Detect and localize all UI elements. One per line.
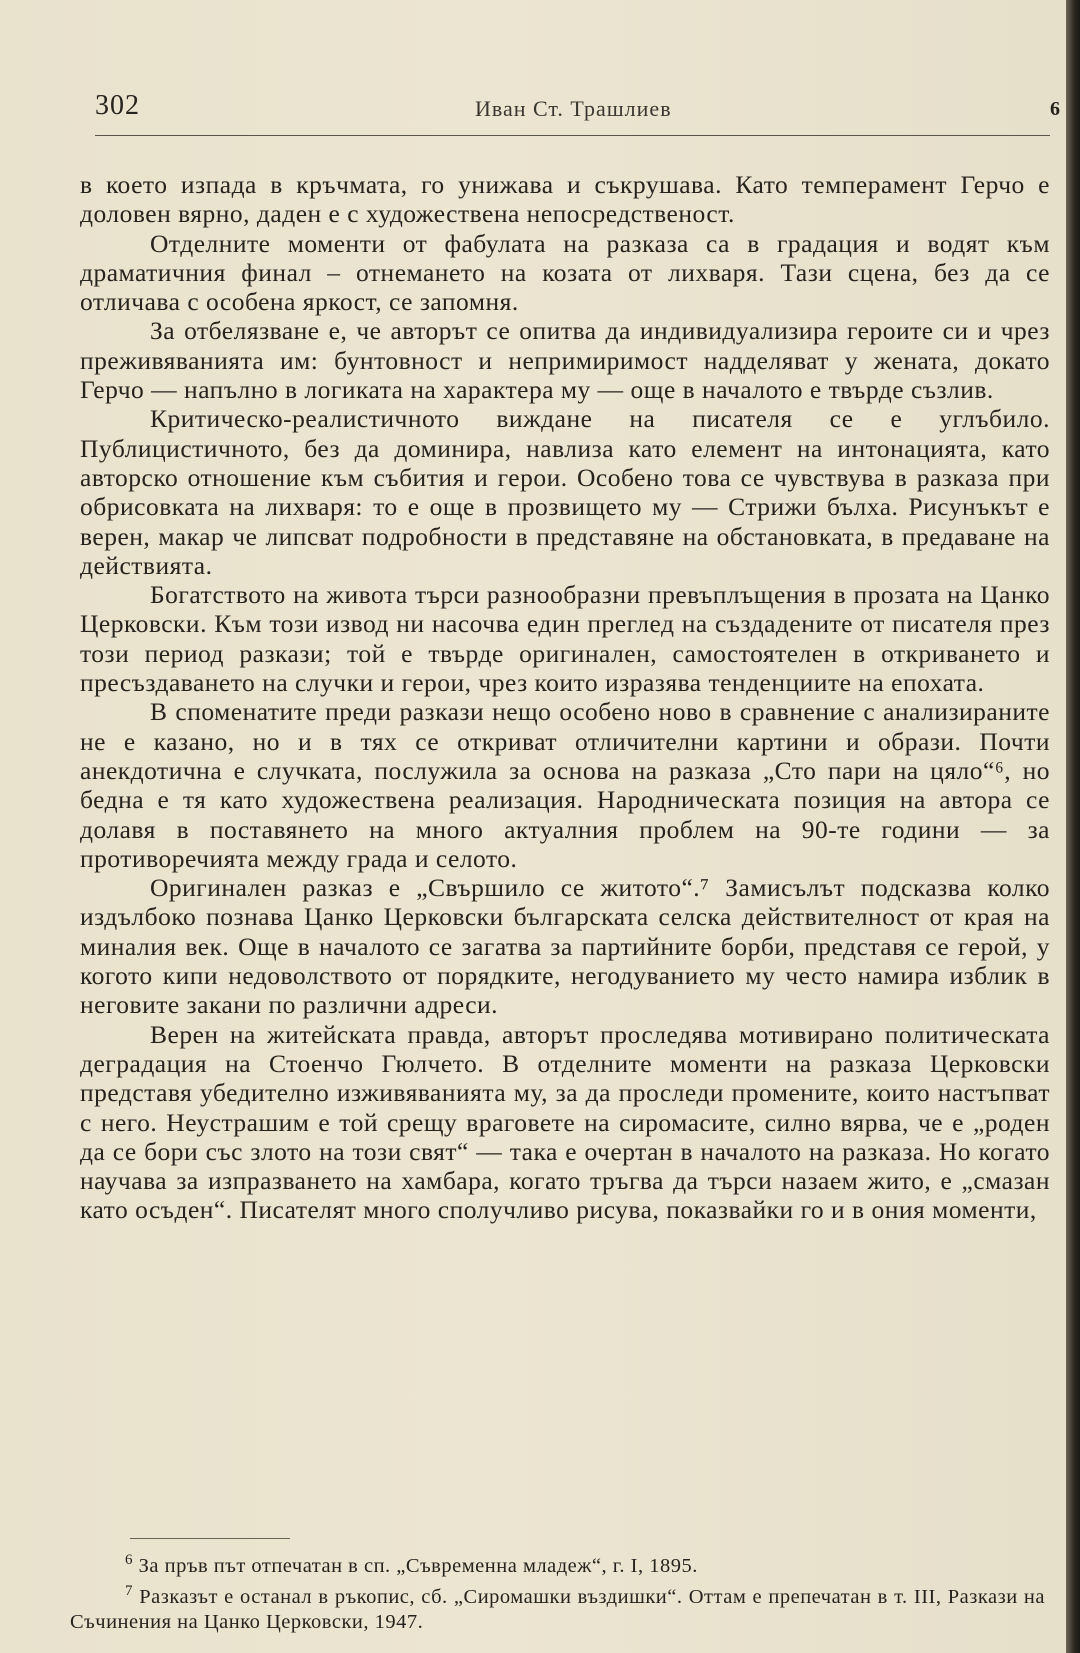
footnote-rule bbox=[130, 1538, 290, 1539]
header-rule bbox=[95, 135, 1050, 136]
footnote-mark: 7 bbox=[125, 1582, 133, 1599]
page-header bbox=[95, 90, 1060, 132]
footnote bbox=[70, 1548, 1045, 1579]
footnotes bbox=[70, 1548, 1045, 1635]
paragraph: Критическо-реалистичното виждане на писателя се е углъбило. Публицистичното, без да доминира, навлиза като елемент на интонацията, като авторско отношение към събития и герои. Особено това се чувствува в разказа при обрисовката на лихваря: то е още в прозвището му — Стрижи бълха. Рисунъкът е верен, макар че липсват подробности в представяне на обстановката, в предаване на действията. bbox=[80, 404, 1050, 580]
paragraph: Отделните моменти от фабулата на разказа са в градация и водят към драматичния финал – отнемането на козата от лихваря. Тази сцена, без да се отличава с особена яркост, се запомня. bbox=[80, 228, 1050, 317]
book-spine-edge bbox=[1066, 0, 1080, 1653]
paragraph: Верен на житейската правда, авторът проследява мотивирано политическата деградация на Стоенчо Гюлчето. В отделните моменти на разказа Церковски представя убедително изживяванията му, за да проследи промените, които настъпват с него. Неустрашим е той срещу враговете на сиромасите, силно вярва, че е „роден да се бори със злото на този свят“ — така е очертан в началото на разказа. Но когато научава за изпразването на хамбара, когато тръгва да търси назаем жито, е „смазан като осъден“. Писателят много сполучливо рисува, показвайки го и в ония моменти, bbox=[80, 1019, 1050, 1225]
paragraph: Богатството на живота търси разнообразни превъплъщения в прозата на Цанко Церковски. Към този извод ни насочва един преглед на създадените от писателя през този период разкази; той е твърде оригинален, самостоятелен в откриването и пресъздаването на случки и герои, чрез които изразява тенденциите на епохата. bbox=[80, 580, 1050, 698]
page-number: 302 bbox=[95, 90, 140, 121]
footnote-text: Разказът е останал в ръкопис, сб. „Сиромашки въздишки“. Оттам е препечатан в т. III, Разкази на Съчинения на Цанко Церковски, 1947. bbox=[70, 1585, 1045, 1633]
footnote-text: За пръв път отпечатан в сп. „Съвременна младеж“, г. I, 1895. bbox=[138, 1554, 698, 1577]
edge-mark: 6 bbox=[1050, 98, 1060, 120]
paragraph: Оригинален разказ е „Свършило се житото“.⁷ Замисълът подсказва колко издълбоко познава Цанко Церковски българската селска действителност от края на миналия век. Още в началото се загатва за партийните борби, представя се герой, у когото кипи недоволството от порядките, негодуванието му често намира изблик в неговите закани по различни адреси. bbox=[80, 873, 1050, 1020]
footnote bbox=[70, 1579, 1045, 1635]
running-title: Иван Ст. Трашлиев bbox=[475, 96, 672, 121]
footnote-mark: 6 bbox=[125, 1552, 133, 1568]
paragraph: В споменатите преди разкази нещо особено ново в сравнение с анализираните не е казано, но и в тях се откриват отличителни картини и образи. Почти анекдотична е случката, послужила за основа на разказа „Сто пари на цяло“⁶, но бедна е тя като художествена реализация. Народническата позиция на автора се долавя в поставянето на много актуалния проблем на 90-те години — за противоречията между града и селото. bbox=[80, 697, 1050, 873]
paragraph: За отбелязване е, че авторът се опитва да индивидуализира героите си и чрез преживяванията им: бунтовност и непримиримост надделяват у жената, докато Герчо — напълно в логиката на характера му — още в началото е твърде съзлив. bbox=[80, 316, 1050, 405]
paragraph: в което изпада в кръчмата, го унижава и съкрушава. Като темперамент Герчо е доловен вярно, даден е с художествена непосредственост. bbox=[80, 170, 1050, 229]
body-text bbox=[80, 170, 1050, 1225]
